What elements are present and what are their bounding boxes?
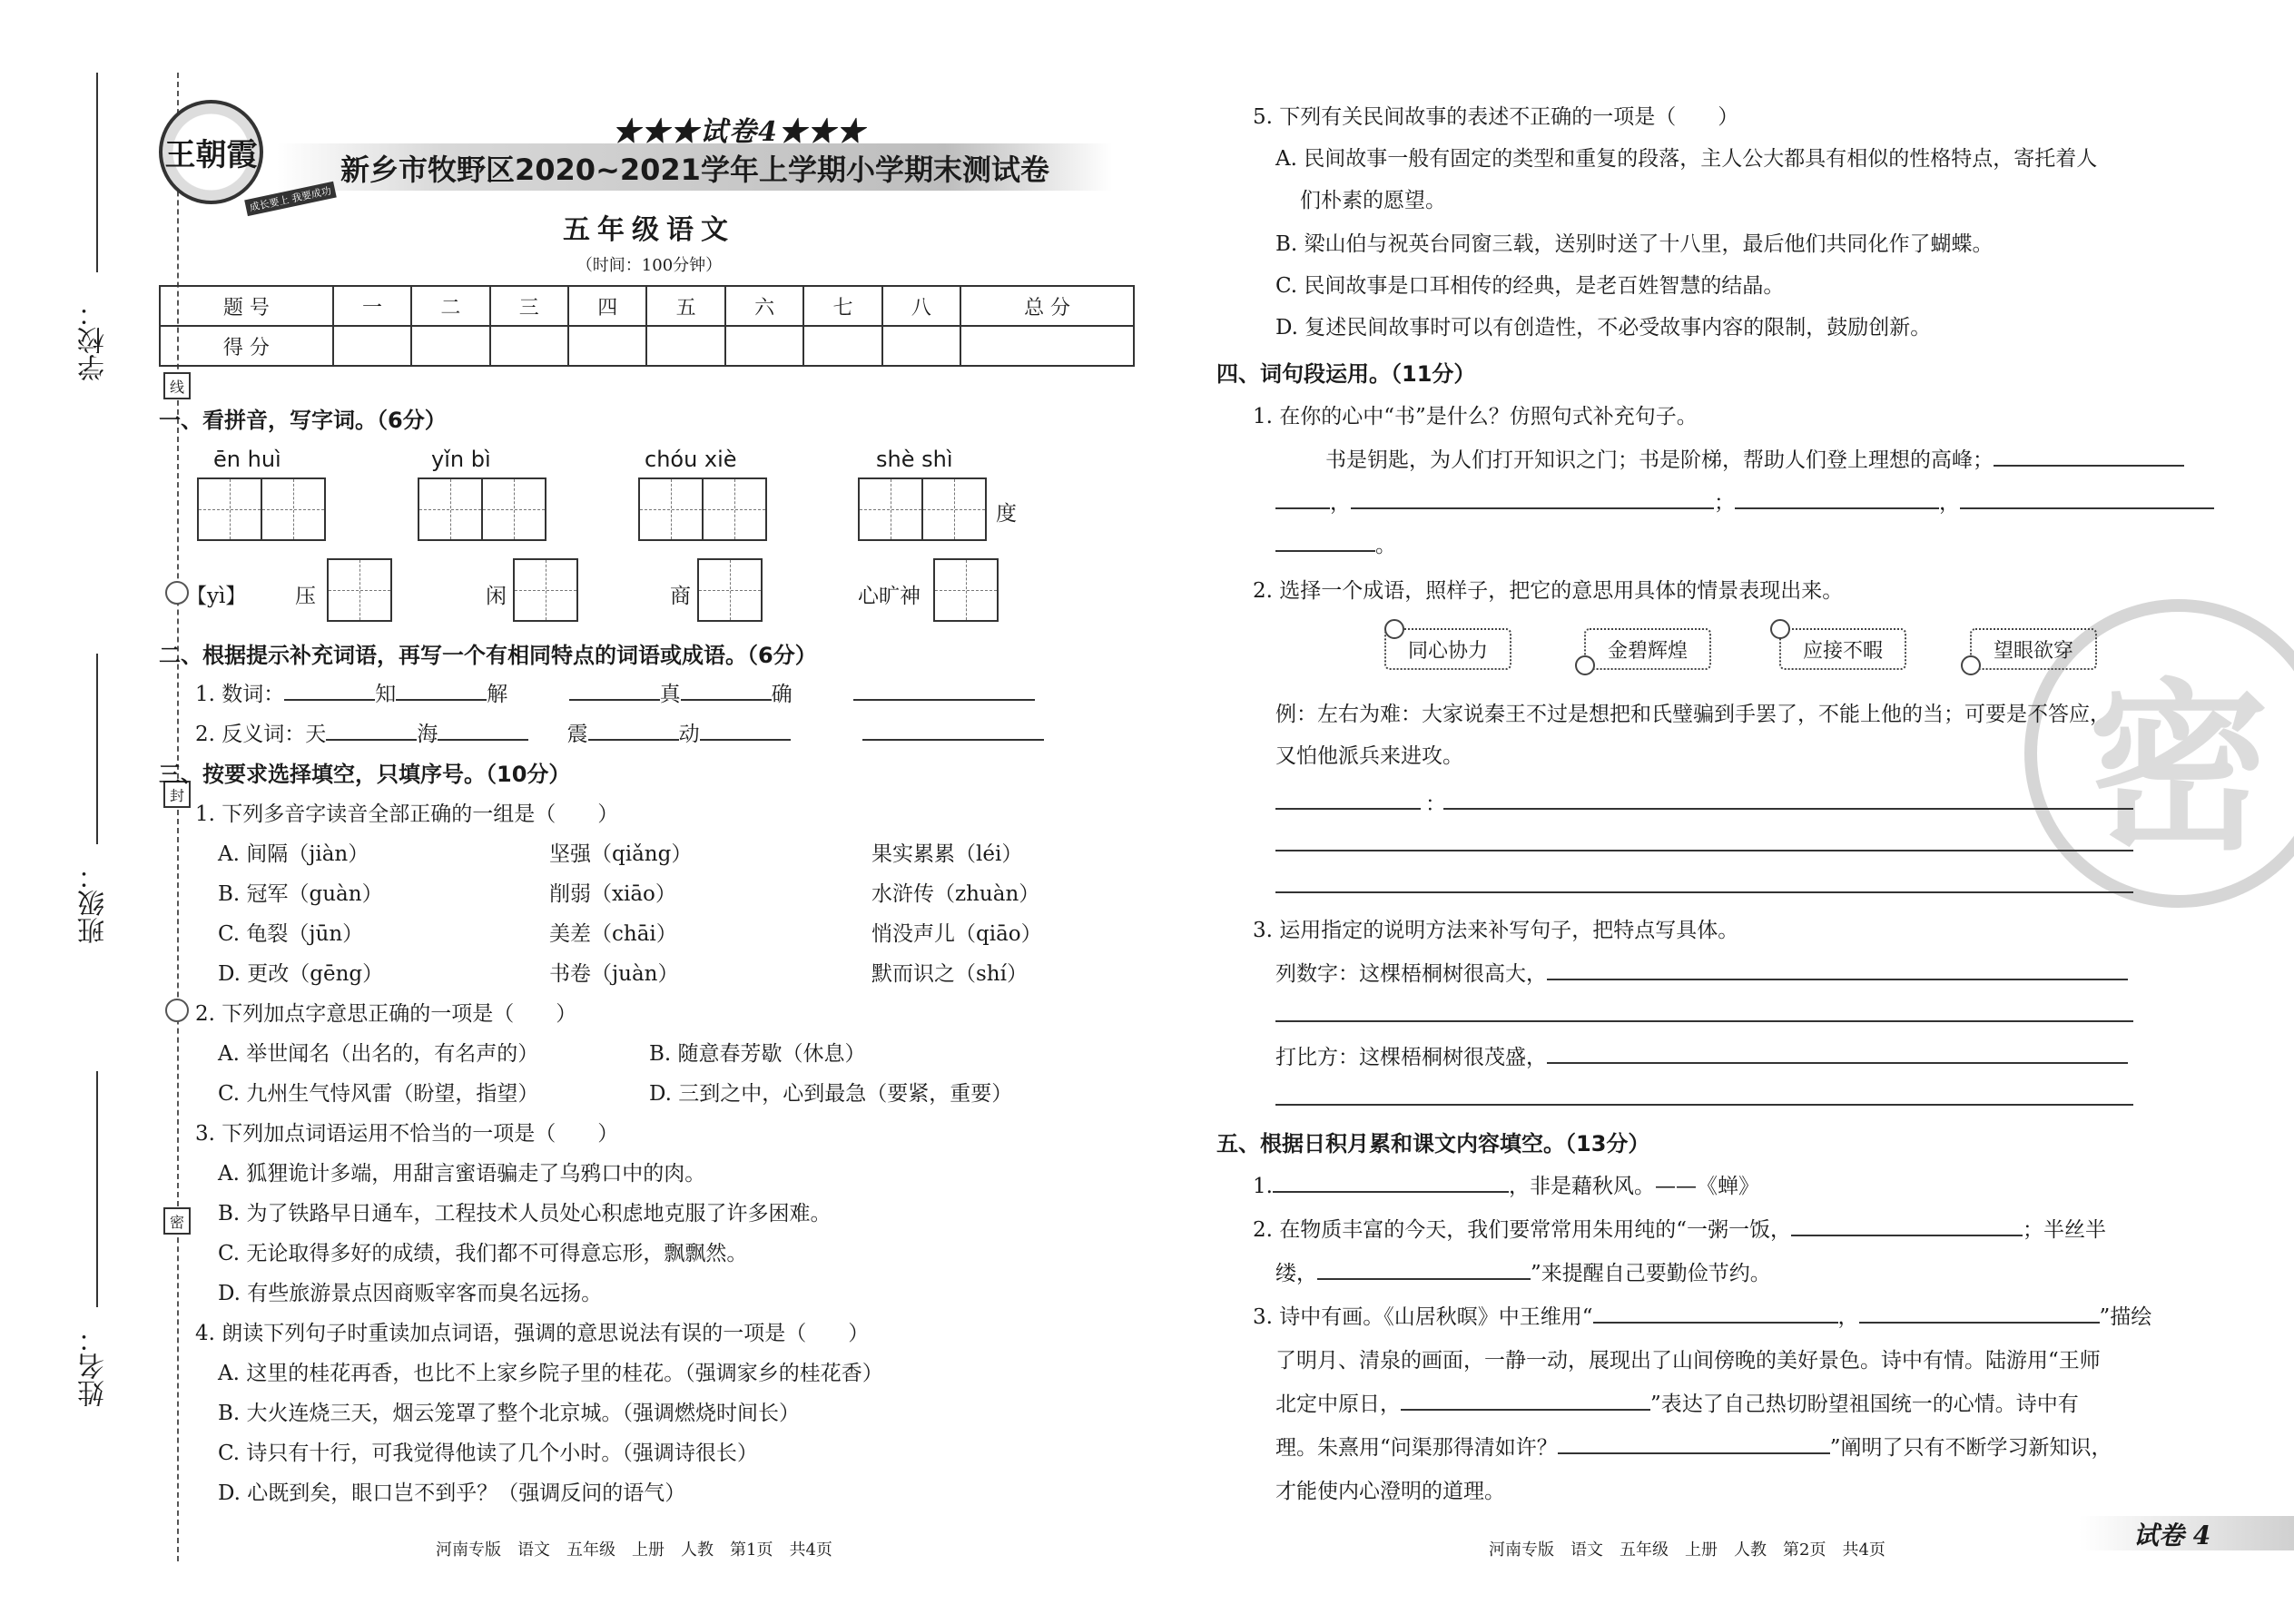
- punct: ，: [1330, 491, 1351, 515]
- score-cell[interactable]: [725, 326, 803, 366]
- q-text: ”描绘: [2099, 1305, 2152, 1329]
- prompt-text: 打比方：这棵梧桐树很茂盛，: [1275, 1046, 1547, 1069]
- section-4-heading: 四、词句段运用。（11分）: [1216, 361, 1476, 387]
- paper-series: ★★★试卷4★★★: [613, 116, 866, 148]
- score-table: [159, 285, 1135, 367]
- yi-word-prefix: 闲: [486, 585, 507, 608]
- q-text: ”来提醒自己要勤俭节约。: [1531, 1262, 1771, 1285]
- q-text: 缕，: [1275, 1262, 1317, 1285]
- punct: 。: [1375, 534, 1396, 557]
- time-limit: （时间：100分钟）: [576, 256, 723, 275]
- binding-mark-line: 线: [163, 372, 191, 399]
- fill-line: [1275, 1387, 2079, 1417]
- fill-line: [1253, 1213, 2106, 1243]
- watermark-stamp: 密: [2024, 599, 2294, 908]
- q-text: 2. 在物质丰富的今天，我们要常常用朱用纯的“一粥一饭，: [1253, 1218, 1792, 1242]
- fill-blank[interactable]: [1593, 1305, 1838, 1324]
- score-header: 三: [490, 286, 568, 326]
- fill-blank[interactable]: [1401, 1393, 1650, 1411]
- option: 默而识之（shí）: [871, 962, 1028, 986]
- q-text: ，非是藉秋风。——《蝉》: [1508, 1175, 1759, 1198]
- fill-blank[interactable]: [284, 683, 375, 701]
- answer-line[interactable]: [1443, 808, 2133, 810]
- score-header: 总 分: [960, 286, 1134, 326]
- score-cell[interactable]: [882, 326, 960, 366]
- fill-line: [1253, 1300, 2151, 1330]
- option: D. 有些旅游景点因商贩宰客而臭名远扬。: [218, 1282, 603, 1305]
- school-label: 学校：: [78, 300, 110, 381]
- option: A. 间隔（jiàn）: [218, 842, 369, 866]
- q-text: 北定中原日，: [1275, 1393, 1401, 1416]
- question: 4. 朗读下列句子时重读加点词语，强调的意思说法有误的一项是（ ）: [195, 1322, 870, 1345]
- option: D. 三到之中，心到最急（要紧，重要）: [649, 1082, 1013, 1106]
- question: 1. 在你的心中“书”是什么？仿照句式补充句子。: [1253, 405, 1698, 428]
- option: D. 更改（gēng）: [218, 962, 384, 986]
- fill-blank[interactable]: [862, 723, 1044, 741]
- option: 书卷（juàn）: [549, 962, 679, 986]
- answer-line[interactable]: [1275, 1104, 2133, 1106]
- class-write-line[interactable]: [96, 654, 98, 844]
- fill-blank[interactable]: [700, 723, 791, 741]
- fill-blank[interactable]: [326, 723, 417, 741]
- option: C. 无论取得多好的成绩，我们都不可得意忘形，飘飘然。: [218, 1242, 748, 1265]
- punct: ：: [1425, 792, 1446, 816]
- fill-blank[interactable]: [1273, 1175, 1509, 1193]
- option: 削弱（xiāo）: [549, 882, 676, 906]
- yi-word-prefix: 心旷神: [858, 585, 921, 608]
- writing-box[interactable]: [638, 477, 767, 541]
- section-3-heading: 三、按要求选择填空，只填序号。（10分）: [159, 762, 571, 787]
- option: B. 梁山伯与祝英台同窗三载，送别时送了十八里，最后他们共同化作了蝴蝶。: [1275, 232, 1994, 256]
- s2-word: 知: [375, 683, 397, 706]
- writing-box[interactable]: [697, 558, 763, 622]
- writing-box[interactable]: [418, 477, 546, 541]
- score-header: 七: [803, 286, 881, 326]
- fill-blank[interactable]: [1547, 1046, 2128, 1064]
- question: 5. 下列有关民间故事的表述不正确的一项是（ ）: [1253, 105, 1739, 129]
- pinyin-1: ēn huì: [213, 447, 281, 472]
- pinyin-3: chóu xiè: [645, 447, 737, 472]
- idiom-option: 应接不暇: [1779, 628, 1906, 670]
- option: D. 心既到矣，眼口岂不到乎？（强调反问的语气）: [218, 1481, 686, 1505]
- fill-blank[interactable]: [1317, 1262, 1531, 1280]
- option: B. 大火连烧三天，烟云笼罩了整个北京城。（强调燃烧时间长）: [218, 1402, 801, 1425]
- option: A. 举世闻名（出名的，有名声的）: [218, 1042, 539, 1066]
- page-footer-right: 河南专版 语文 五年级 上册 人教 第2页 共4页: [1489, 1540, 1885, 1560]
- option: 坚强（qiǎng）: [549, 842, 693, 866]
- fill-blank[interactable]: [1275, 491, 1330, 509]
- model-text: 书是钥匙，为人们打开知识之门；书是阶梯，帮助人们登上理想的高峰；: [1325, 448, 1994, 472]
- score-header: 四: [568, 286, 646, 326]
- writing-box[interactable]: [513, 558, 578, 622]
- pinyin-2: yǐn bì: [431, 447, 491, 472]
- option: A. 狐狸诡计多端，用甜言蜜语骗走了乌鸦口中的肉。: [218, 1162, 706, 1186]
- writing-box[interactable]: [327, 558, 392, 622]
- answer-line[interactable]: [1275, 808, 1421, 810]
- score-cell[interactable]: [490, 326, 568, 366]
- question: 2. 下列加点字意思正确的一项是（ ）: [195, 1002, 577, 1026]
- writing-box[interactable]: [933, 558, 999, 622]
- idiom-option: 望眼欲穿: [1970, 628, 2097, 670]
- s2-word: 动: [678, 723, 700, 746]
- score-cell[interactable]: [333, 326, 411, 366]
- yi-label: 【yì】: [186, 585, 247, 608]
- option: A. 民间故事一般有固定的类型和重复的段落，主人公大都具有相似的性格特点，寄托着人: [1275, 147, 2098, 171]
- idiom-option: 金碧辉煌: [1584, 628, 1711, 670]
- section-1-heading: 一、看拼音，写字词。（6分）: [159, 408, 447, 433]
- model-sentence: [1325, 443, 2184, 473]
- paper-number-tab: 试卷 4: [2079, 1516, 2294, 1550]
- fill-blank[interactable]: [1994, 448, 2184, 467]
- binding-mark-seal: 封: [163, 781, 191, 808]
- question: 3. 下列加点词语运用不恰当的一项是（ ）: [195, 1122, 619, 1146]
- name-label: 姓名：: [78, 1325, 110, 1407]
- exam-title: 新乡市牧野区2020~2021学年上学期小学期末测试卷: [340, 153, 1049, 187]
- writing-box[interactable]: [197, 477, 326, 541]
- subject-title: 五年级语文: [563, 214, 735, 246]
- option: B. 随意春芳歇（休息）: [649, 1042, 866, 1066]
- fill-blank[interactable]: [1558, 1436, 1830, 1454]
- circle-icon: [1575, 655, 1595, 675]
- option: C. 诗只有十行，可我觉得他读了几个小时。（强调诗很长）: [218, 1442, 758, 1465]
- writing-box[interactable]: [858, 477, 987, 541]
- binding-mark-tight: 密: [163, 1207, 191, 1235]
- fill-blank[interactable]: [853, 683, 1035, 701]
- s2-word: 真: [659, 683, 681, 706]
- q-text: ”阐明了只有不断学习新知识，: [1829, 1436, 2112, 1460]
- fill-blank[interactable]: [1859, 1305, 2100, 1324]
- punct: ；: [1714, 491, 1735, 515]
- idiom-option: 同心协力: [1384, 628, 1511, 670]
- option: 美差（chāi）: [549, 922, 677, 946]
- score-cell[interactable]: [411, 326, 489, 366]
- fill-line: [1253, 1169, 1759, 1199]
- class-label: 班级：: [78, 862, 110, 944]
- q-text: 理。朱熹用“问渠那得清如许？: [1275, 1436, 1558, 1460]
- prompt-text: 列数字：这棵梧桐树很高大，: [1275, 962, 1547, 986]
- option: 们朴素的愿望。: [1300, 189, 1446, 212]
- score-header: 八: [882, 286, 960, 326]
- circle-icon: [1961, 655, 1981, 675]
- fill-line: [1275, 1256, 1771, 1286]
- punct: ，: [1837, 1305, 1859, 1329]
- s2-line-2: [195, 717, 1044, 747]
- q-text: 才能使内心澄明的道理。: [1275, 1480, 1505, 1503]
- fill-blank[interactable]: [1547, 962, 2128, 980]
- fill-blank[interactable]: [681, 683, 772, 701]
- fill-line: [1275, 486, 2214, 516]
- answer-line[interactable]: [1275, 1020, 2133, 1022]
- example-line: 又怕他派兵来进攻。: [1275, 744, 1463, 768]
- fill-blank[interactable]: [569, 683, 660, 701]
- q-text: 3. 诗中有画。《山居秋暝》中王维用“: [1253, 1305, 1593, 1329]
- question: 3. 运用指定的说明方法来补写句子，把特点写具体。: [1253, 919, 1739, 942]
- option: B. 冠军（guàn）: [218, 882, 383, 906]
- logo-slogan: 成长要上 我要成功: [244, 182, 336, 216]
- option: A. 这里的桂花再香，也比不上家乡院子里的桂花。（强调家乡的桂花香）: [218, 1362, 883, 1385]
- score-row-label: 得 分: [160, 326, 333, 366]
- s2-word: 确: [771, 683, 793, 706]
- yi-word-prefix: 商: [670, 585, 691, 608]
- score-cell[interactable]: [960, 326, 1134, 366]
- q-text: ；半丝半: [2023, 1218, 2107, 1242]
- q-num: 1.: [1253, 1175, 1273, 1198]
- option: C. 九州生气恃风雷（盼望，指望）: [218, 1082, 539, 1106]
- score-header: 题 号: [160, 286, 333, 326]
- s2-label: 2. 反义词：天: [195, 723, 327, 746]
- brand-logo: 王朝霞: [159, 100, 263, 204]
- answer-line[interactable]: [1275, 891, 2133, 893]
- option: 果实累累（léi）: [871, 842, 1023, 866]
- section-2-heading: 二、根据提示补充词语，再写一个有相同特点的词语或成语。（6分）: [159, 643, 817, 668]
- binding-margin: [54, 73, 184, 1561]
- score-header: 一: [333, 286, 411, 326]
- fill-line: [1275, 528, 1396, 558]
- punct: ，: [1939, 491, 1960, 515]
- word-suffix: 度: [996, 502, 1017, 526]
- left-page: [159, 100, 1139, 1570]
- s2-word: 海: [417, 723, 438, 746]
- yi-word-prefix: 压: [295, 585, 316, 608]
- circle-icon: [1770, 619, 1790, 639]
- fill-blank[interactable]: [1735, 491, 1939, 509]
- score-header: 二: [411, 286, 489, 326]
- q-text: ”表达了自己热切盼望祖国统一的心情。诗中有: [1650, 1393, 2079, 1416]
- school-write-line[interactable]: [96, 73, 98, 272]
- fill-line: [1275, 1431, 2112, 1461]
- fill-blank[interactable]: [588, 723, 679, 741]
- pinyin-4: shè shì: [876, 447, 953, 472]
- circle-icon: [1384, 619, 1404, 639]
- option: D. 复述民间故事时可以有创造性，不必受故事内容的限制，鼓励创新。: [1275, 316, 1932, 340]
- name-write-line[interactable]: [96, 1071, 98, 1307]
- q-text: 了明月、清泉的画面，一静一动，展现出了山间傍晚的美好景色。诗中有情。陆游用“王师: [1275, 1349, 2101, 1373]
- score-header: 五: [646, 286, 724, 326]
- option: C. 民间故事是口耳相传的经典，是老百姓智慧的结晶。: [1275, 274, 1785, 298]
- s2-word: 解: [487, 683, 508, 706]
- fill-blank[interactable]: [1351, 491, 1714, 509]
- question: 1. 下列多音字读音全部正确的一组是（ ）: [195, 802, 619, 826]
- score-cell[interactable]: [803, 326, 881, 366]
- option: C. 龟裂（jūn）: [218, 922, 364, 946]
- score-header: 六: [725, 286, 803, 326]
- s2-line-1: [195, 677, 1035, 707]
- fill-blank[interactable]: [438, 723, 528, 741]
- fill-blank[interactable]: [396, 683, 487, 701]
- question: 2. 选择一个成语，照样子，把它的意思用具体的情景表现出来。: [1253, 579, 1844, 603]
- s2-label: 1. 数词：: [195, 683, 285, 706]
- option: B. 为了铁路早日通车，工程技术人员处心积虑地克服了许多困难。: [218, 1202, 832, 1225]
- score-cell[interactable]: [568, 326, 646, 366]
- prompt-line: [1275, 1040, 2128, 1070]
- score-cell[interactable]: [646, 326, 724, 366]
- prompt-line: [1275, 957, 2128, 987]
- right-page: [1216, 100, 2197, 1570]
- page-footer-left: 河南专版 语文 五年级 上册 人教 第1页 共4页: [436, 1540, 832, 1560]
- fill-blank[interactable]: [1275, 534, 1375, 552]
- example-line: 例：左右为难：大家说秦王不过是想把和氏璧骗到手罢了，不能上他的当；可要是不答应，: [1275, 703, 2111, 726]
- s2-word: 震: [566, 723, 588, 746]
- fill-blank[interactable]: [1960, 491, 2214, 509]
- answer-line[interactable]: [1275, 850, 2133, 851]
- option: 水浒传（zhuàn）: [871, 882, 1040, 906]
- option: 悄没声儿（qiāo）: [871, 922, 1042, 946]
- fill-blank[interactable]: [1791, 1218, 2023, 1236]
- section-5-heading: 五、根据日积月累和课文内容填空。（13分）: [1216, 1131, 1650, 1156]
